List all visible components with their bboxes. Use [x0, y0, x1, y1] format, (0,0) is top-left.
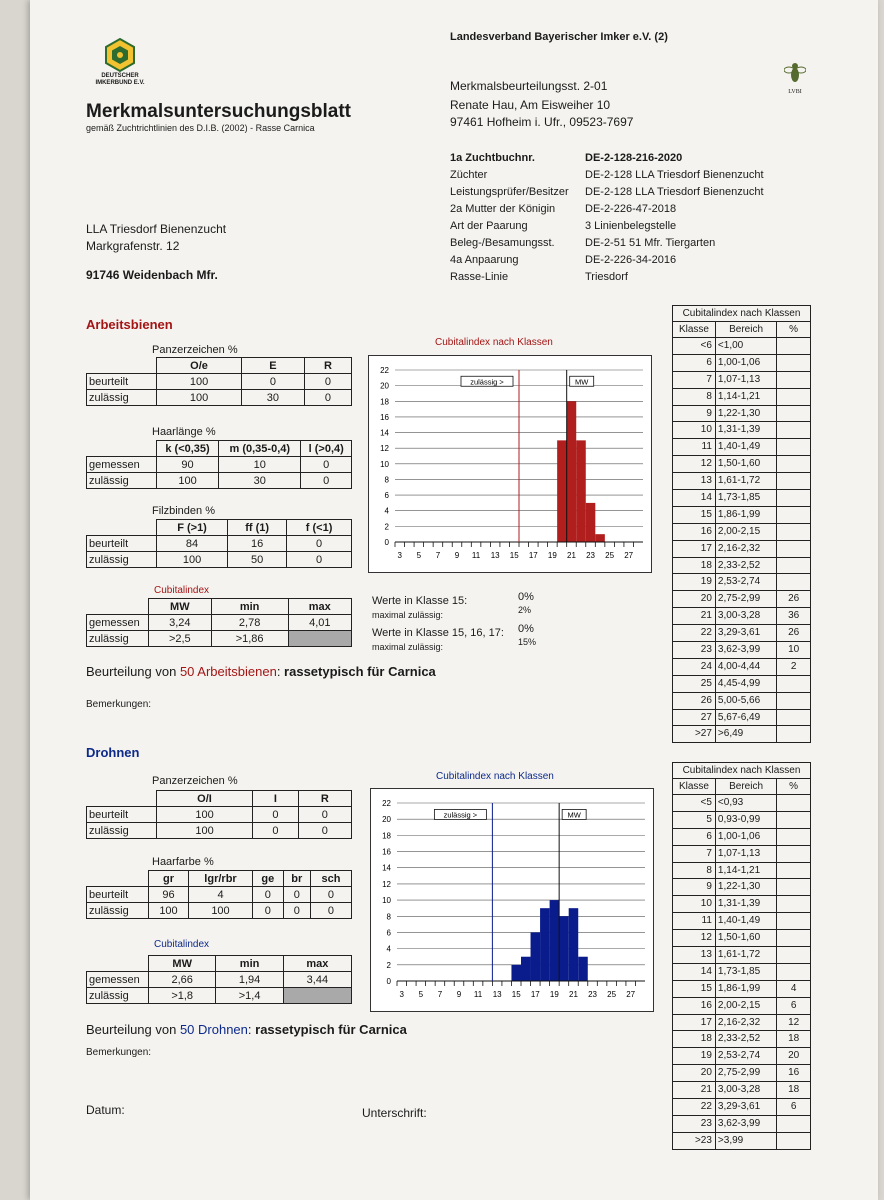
drones-verdict: Beurteilung von 50 Drohnen: rassetypisch für Carnica: [86, 1022, 407, 1037]
station-address-city: 97461 Hofheim i. Ufr., 09523-7697: [450, 115, 634, 129]
y-tick-label: 14: [382, 863, 391, 873]
table-row: 8 1,14-1,21: [673, 862, 811, 879]
bar: [576, 440, 586, 542]
table-row: 23 3,62-3,99 10: [673, 642, 811, 659]
workers-verdict: Beurteilung von 50 Arbeitsbienen: rassetypisch für Carnica: [86, 664, 436, 679]
dib-logo: [100, 38, 140, 77]
workers-class-table: Cubitalindex nach Klassen Klasse Bereich % <6 <1,00 6 1,00-1,06 7 1,07-1,13 8 1,14-1,21 9 1,22-1,30 10 1,31-1,39 11 1,40-1,49 12 1,50-1,60 13 1,61-1,72 14 1,73-1,85 15 1,86-1,99 16 2,00-2,15 17 2,16-2,32 18 2,33-2,52 19 2,53-2,74 20 2,75-2,99 26 21 3,00-3,28 36 22 3,29-3,61 26 23 3,62-3,99 10 24 4,00-4,44 2 25 4,45-4,99 26 5,00-5,66 27 5,67-6,49 >27 >6,49: [672, 305, 811, 743]
workers-filz-table: F (>1) ff (1) f (<1) beurteilt 84 16 0 zulässig 100 50 0: [86, 519, 352, 568]
table-row: <6 <1,00: [673, 338, 811, 355]
signature-label: Unterschrift:: [362, 1106, 427, 1120]
workers-chart-title: Cubitalindex nach Klassen: [435, 337, 553, 348]
drones-remarks-label: Bemerkungen:: [86, 1047, 152, 1058]
table-row: 12 1,50-1,60: [673, 930, 811, 947]
table-row: 17 2,16-2,32: [673, 540, 811, 557]
y-tick-label: 6: [386, 928, 391, 938]
x-tick-label: 15: [511, 990, 521, 999]
drones-histogram: [371, 789, 653, 1011]
y-tick-label: 14: [380, 428, 389, 438]
table-row: >27 >6,49: [673, 726, 811, 743]
table-row: 13 1,61-1,72: [673, 473, 811, 490]
table-row: 27 5,67-6,49: [673, 709, 811, 726]
drones-class-table: Cubitalindex nach Klassen Klasse Bereich % <5 <0,93 5 0,93-0,99 6 1,00-1,06 7 1,07-1,13 8 1,14-1,21 9 1,22-1,30 10 1,31-1,39 11 1,40-1,49 12 1,50-1,60 13 1,61-1,72 14 1,73-1,85 15 1,86-1,99 4 16 2,00-2,15 6 17 2,16-2,32 12 18 2,33-2,52 18 19 2,53-2,74 20 20 2,75-2,99 16 21 3,00-3,28 18 22 3,29-3,61 6 23 3,62-3,99 >23 >3,99: [672, 762, 811, 1150]
table-row: 22 3,29-3,61 6: [673, 1099, 811, 1116]
bar: [521, 957, 531, 981]
x-tick-label: 5: [416, 551, 422, 560]
table-row: 10 1,31-1,39: [673, 422, 811, 439]
table-row: 26 5,00-5,66: [673, 692, 811, 709]
y-tick-label: 0: [386, 977, 391, 986]
drones-haarfarbe-table: gr lgr/rbr ge br sch beurteilt 96 4 0 0 0 zulässig 100 100 0 0 0: [86, 870, 352, 919]
table-row: 24 4,00-4,44 2: [673, 658, 811, 675]
x-tick-label: 11: [471, 551, 481, 560]
table-row: 16 2,00-2,15 6: [673, 997, 811, 1014]
bar: [511, 965, 521, 981]
table-row: 7 1,07-1,13: [673, 371, 811, 388]
bar: [586, 503, 596, 542]
table-row: 11 1,40-1,49: [673, 913, 811, 930]
table-row: gemessen 2,66 1,94 3,44: [87, 972, 352, 988]
table-row: 23 3,62-3,99: [673, 1115, 811, 1132]
mean-marker-label: MW: [567, 810, 581, 820]
table-row: zulässig >1,8 >1,4: [87, 988, 352, 1004]
y-tick-label: 8: [386, 912, 391, 922]
x-tick-label: 3: [397, 551, 402, 560]
workers-heading: Arbeitsbienen: [86, 317, 173, 332]
workers-cubital-title: Cubitalindex: [154, 585, 210, 596]
x-tick-label: 23: [588, 990, 597, 999]
x-tick-label: 9: [454, 551, 460, 560]
table-row: 20 2,75-2,99 16: [673, 1065, 811, 1082]
table-row: 6 1,00-1,06: [673, 828, 811, 845]
recipient-name: LLA Triesdorf Bienenzucht: [86, 222, 227, 236]
workers-panzer-title: Panzerzeichen %: [152, 344, 238, 356]
info-row: Beleg-/Besamungsst. DE-2-51 51 Mfr. Tiergarten: [450, 237, 716, 249]
y-tick-label: 4: [386, 944, 391, 954]
workers-panzer-table: O/e E R beurteilt 100 0 0 zulässig 100 30 0: [86, 357, 352, 406]
station-address-name: Renate Hau, Am Eisweiher 10: [450, 98, 611, 112]
info-row: Leistungsprüfer/Besitzer DE-2-128 LLA Triesdorf Bienenzucht: [450, 186, 764, 198]
page-subtitle: gemäß Zuchtrichtlinien des D.I.B. (2002) - Rasse Carnica: [86, 123, 315, 133]
table-row: gemessen 90 10 0: [87, 457, 352, 473]
date-label: Datum:: [86, 1103, 125, 1117]
table-row: 14 1,73-1,85: [673, 490, 811, 507]
x-tick-label: 7: [437, 990, 443, 999]
table-row: 19 2,53-2,74 20: [673, 1048, 811, 1065]
bar: [531, 932, 541, 981]
x-tick-label: 5: [418, 990, 424, 999]
y-tick-label: 22: [380, 366, 389, 375]
table-row: beurteilt 84 16 0: [87, 536, 352, 552]
workers-remarks-label: Bemerkungen:: [86, 699, 152, 710]
drones-cubital-table: MW min max gemessen 2,66 1,94 3,44 zulässig >1,8 >1,4: [86, 955, 352, 1004]
table-row: 9 1,22-1,30: [673, 405, 811, 422]
x-tick-label: 19: [547, 551, 557, 560]
table-row: zulässig 100 30 0: [87, 390, 352, 406]
workers-chart: [368, 355, 652, 573]
table-row: 12 1,50-1,60: [673, 456, 811, 473]
table-row: 11 1,40-1,49: [673, 439, 811, 456]
x-tick-label: 21: [567, 551, 576, 560]
info-row: 4a Anpaarung DE-2-226-34-2016: [450, 254, 677, 266]
table-row: 15 1,86-1,99: [673, 506, 811, 523]
x-tick-label: 17: [530, 990, 540, 999]
table-row: 19 2,53-2,74: [673, 574, 811, 591]
table-row: zulässig >2,5 >1,86: [87, 631, 352, 647]
table-row: beurteilt 100 0 0: [87, 374, 352, 390]
table-row: <5 <0,93: [673, 795, 811, 812]
document-sheet: [30, 0, 878, 1200]
info-row: 1a Zuchtbuchnr. DE-2-128-216-2020: [450, 152, 683, 164]
x-tick-label: 19: [549, 990, 559, 999]
info-row: 2a Mutter der Königin DE-2-226-47-2018: [450, 203, 677, 215]
workers-class-stats: Werte in Klasse 15: 0% maximal zulässig: 2% Werte in Klasse 15, 16, 17: 0% maximal zulässig: 15%: [372, 591, 537, 652]
x-tick-label: 13: [490, 551, 500, 560]
station-name: Merkmalsbeurteilungsst. 2-01: [450, 79, 608, 93]
bar: [559, 916, 569, 981]
x-tick-label: 15: [509, 551, 519, 560]
table-row: beurteilt 96 4 0 0 0: [87, 887, 352, 903]
drones-haarfarbe-title: Haarfarbe %: [152, 856, 214, 868]
drones-chart: [370, 788, 654, 1012]
x-tick-label: 21: [569, 990, 578, 999]
table-row: zulässig 100 30 0: [87, 473, 352, 489]
x-tick-label: 25: [605, 551, 615, 560]
lvbi-text: LVBI: [788, 89, 802, 95]
table-row: 5 0,93-0,99: [673, 811, 811, 828]
table-row: 6 1,00-1,06: [673, 354, 811, 371]
lvbi-logo: [782, 60, 808, 95]
y-tick-label: 2: [384, 522, 389, 532]
logo-text-line1: DEUTSCHER: [101, 73, 139, 79]
table-row: 21 3,00-3,28 36: [673, 608, 811, 625]
bar: [595, 534, 605, 542]
table-row: 9 1,22-1,30: [673, 879, 811, 896]
drones-cubital-title: Cubitalindex: [154, 939, 210, 950]
y-tick-label: 18: [380, 397, 389, 407]
x-tick-label: 3: [399, 990, 404, 999]
workers-haar-title: Haarlänge %: [152, 426, 216, 438]
info-row: Rasse-Linie Triesdorf: [450, 271, 628, 283]
drones-panzer-title: Panzerzeichen %: [152, 775, 238, 787]
workers-filz-title: Filzbinden %: [152, 505, 215, 517]
x-tick-label: 11: [473, 990, 483, 999]
table-row: 20 2,75-2,99 26: [673, 591, 811, 608]
workers-histogram: [369, 356, 651, 572]
table-row: 17 2,16-2,32 12: [673, 1014, 811, 1031]
allowed-marker-label: zulässig >: [470, 377, 504, 387]
y-tick-label: 12: [382, 879, 391, 889]
table-row: 15 1,86-1,99 4: [673, 980, 811, 997]
table-row: 7 1,07-1,13: [673, 845, 811, 862]
table-row: gemessen 3,24 2,78 4,01: [87, 615, 352, 631]
y-tick-label: 10: [382, 896, 391, 906]
table-row: 18 2,33-2,52: [673, 557, 811, 574]
bar: [569, 908, 579, 981]
table-row: 22 3,29-3,61 26: [673, 625, 811, 642]
y-tick-label: 12: [380, 444, 389, 454]
table-row: 21 3,00-3,28 18: [673, 1082, 811, 1099]
x-tick-label: 27: [626, 990, 636, 999]
bar: [578, 957, 588, 981]
x-tick-label: 9: [456, 990, 462, 999]
recipient-street: Markgrafenstr. 12: [86, 239, 180, 253]
y-tick-label: 20: [382, 815, 391, 825]
y-tick-label: 20: [380, 381, 389, 391]
bar: [557, 440, 567, 542]
bee-icon: [784, 60, 806, 84]
logo-text-line2: IMKERBUND E.V.: [95, 80, 145, 86]
workers-cubital-table: MW min max gemessen 3,24 2,78 4,01 zulässig >2,5 >1,86: [86, 598, 352, 647]
y-tick-label: 10: [380, 459, 389, 469]
workers-haar-table: k (<0,35) m (0,35-0,4) l (>0,4) gemessen 90 10 0 zulässig 100 30 0: [86, 440, 352, 489]
bar: [567, 401, 577, 542]
drones-panzer-table: O/I I R beurteilt 100 0 0 zulässig 100 0 0: [86, 790, 352, 839]
y-tick-label: 18: [382, 831, 391, 841]
table-row: zulässig 100 50 0: [87, 552, 352, 568]
table-row: 18 2,33-2,52 18: [673, 1031, 811, 1048]
mean-marker-label: MW: [575, 377, 589, 387]
y-tick-label: 2: [386, 960, 391, 970]
x-tick-label: 17: [528, 551, 538, 560]
info-row: Art der Paarung 3 Linienbelegstelle: [450, 220, 677, 232]
table-row: zulässig 100 0 0: [87, 823, 352, 839]
y-tick-label: 4: [384, 506, 389, 516]
bar: [550, 900, 560, 981]
recipient-city: 91746 Weidenbach Mfr.: [86, 268, 218, 282]
table-row: beurteilt 100 0 0: [87, 807, 352, 823]
x-tick-label: 27: [624, 551, 634, 560]
association-name: Landesverband Bayerischer Imker e.V. (2): [450, 31, 668, 43]
drones-chart-title: Cubitalindex nach Klassen: [436, 771, 554, 782]
table-row: 16 2,00-2,15: [673, 523, 811, 540]
x-tick-label: 23: [586, 551, 595, 560]
x-tick-label: 7: [435, 551, 441, 560]
page-title: Merkmalsuntersuchungsblatt: [86, 101, 351, 122]
y-tick-label: 16: [380, 412, 389, 422]
table-row: 25 4,45-4,99: [673, 675, 811, 692]
drones-heading: Drohnen: [86, 745, 140, 760]
info-row: Züchter DE-2-128 LLA Triesdorf Bienenzucht: [450, 169, 764, 181]
y-tick-label: 8: [384, 475, 389, 485]
bee-hive-icon: [105, 38, 135, 72]
table-row: 10 1,31-1,39: [673, 896, 811, 913]
table-row: 8 1,14-1,21: [673, 388, 811, 405]
allowed-marker-label: zulässig >: [443, 810, 478, 820]
y-tick-label: 22: [382, 799, 391, 808]
y-tick-label: 16: [382, 847, 391, 857]
breeding-info: [450, 148, 850, 284]
table-row: 14 1,73-1,85: [673, 963, 811, 980]
table-row: zulässig 100 100 0 0 0: [87, 903, 352, 919]
y-tick-label: 0: [384, 538, 389, 547]
table-row: 13 1,61-1,72: [673, 947, 811, 964]
table-row: >23 >3,99: [673, 1132, 811, 1149]
x-tick-label: 25: [607, 990, 617, 999]
bar: [540, 908, 550, 981]
x-tick-label: 13: [492, 990, 502, 999]
y-tick-label: 6: [384, 491, 389, 501]
